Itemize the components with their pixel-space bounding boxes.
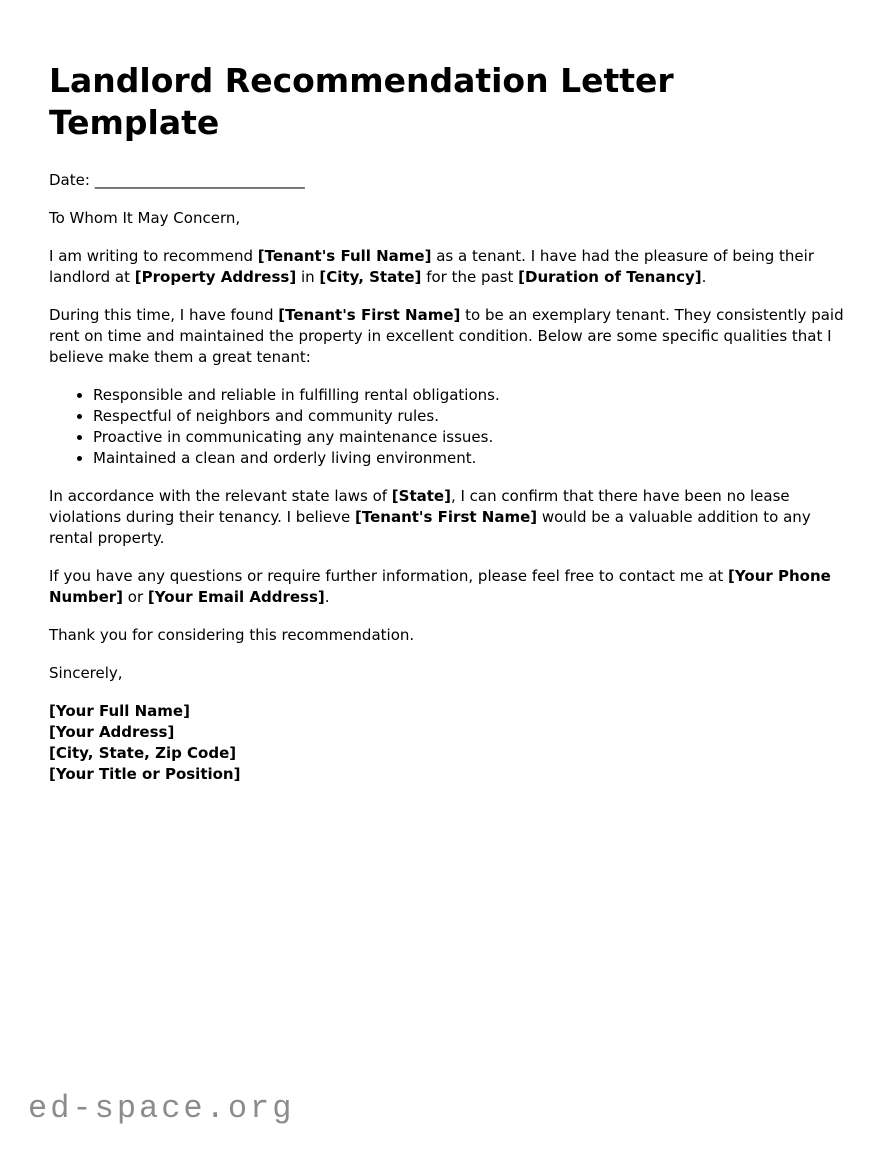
placeholder-field: [City, State] — [319, 268, 422, 286]
text-segment: or — [123, 588, 148, 606]
date-line — [49, 170, 844, 191]
signature-line: [Your Address] — [49, 723, 175, 741]
signature-line: [Your Title or Position] — [49, 765, 241, 783]
placeholder-field: [Duration of Tenancy] — [518, 268, 702, 286]
text-segment: If you have any questions or require further information, please feel free to contact me at — [49, 567, 729, 585]
text-segment: for the past — [421, 268, 519, 286]
paragraph-laws — [49, 486, 844, 549]
date-blank-line: ____________________________ — [94, 171, 305, 189]
signature-line: [Your Full Name] — [49, 702, 190, 720]
placeholder-field: [Tenant's First Name] — [278, 306, 461, 324]
placeholder-field: [Tenant's First Name] — [355, 508, 538, 526]
text-segment: . — [701, 268, 707, 286]
text-segment: , I can confirm that there have been no lease violations during their tenancy. I believe — [49, 487, 790, 526]
paragraph-qualities — [49, 305, 844, 368]
watermark: ed-space.org — [28, 1090, 295, 1127]
placeholder-field: [Tenant's Full Name] — [257, 247, 432, 265]
placeholder-field: [Your Email Address] — [147, 588, 325, 606]
letter-content — [49, 60, 844, 785]
text-segment: to be an exemplary tenant. They consistently paid rent on time and maintained the property in excellent condition. Below are some specific qualities that I believe make them a great tenant: — [49, 306, 844, 366]
signature-line: [City, State, Zip Code] — [49, 744, 237, 762]
placeholder-field: [Property Address] — [134, 268, 297, 286]
text-segment: . — [324, 588, 330, 606]
paragraph-contact — [49, 566, 844, 608]
bullet-item: • Respectful of neighbors and community rules. — [93, 406, 844, 427]
bullet-item: • Proactive in communicating any maintenance issues. — [93, 427, 844, 448]
bullet-item: • Responsible and reliable in fulfilling rental obligations. — [93, 385, 844, 406]
text-segment: in — [296, 268, 320, 286]
bullet-list — [49, 385, 844, 469]
placeholder-field: [State] — [391, 487, 451, 505]
text-segment: During this time, I have found — [49, 306, 279, 324]
salutation: To Whom It May Concern, — [49, 209, 241, 227]
signature-block — [49, 701, 844, 785]
text-segment: as a tenant. I have had the pleasure of being their landlord at — [49, 247, 814, 286]
text-segment: In accordance with the relevant state laws of — [49, 487, 392, 505]
page-title: Landlord Recommendation Letter Template — [49, 61, 674, 142]
text-segment: I am writing to recommend — [49, 247, 258, 265]
closing-line: Thank you for considering this recommendation. — [49, 626, 415, 644]
bullet-item: • Maintained a clean and orderly living environment. — [93, 448, 844, 469]
placeholder-field: [Your Phone Number] — [49, 567, 831, 606]
paragraph-intro — [49, 246, 844, 288]
date-label: Date: — [49, 171, 95, 189]
text-segment: would be a valuable addition to any rental property. — [49, 508, 811, 547]
signoff-line: Sincerely, — [49, 664, 123, 682]
